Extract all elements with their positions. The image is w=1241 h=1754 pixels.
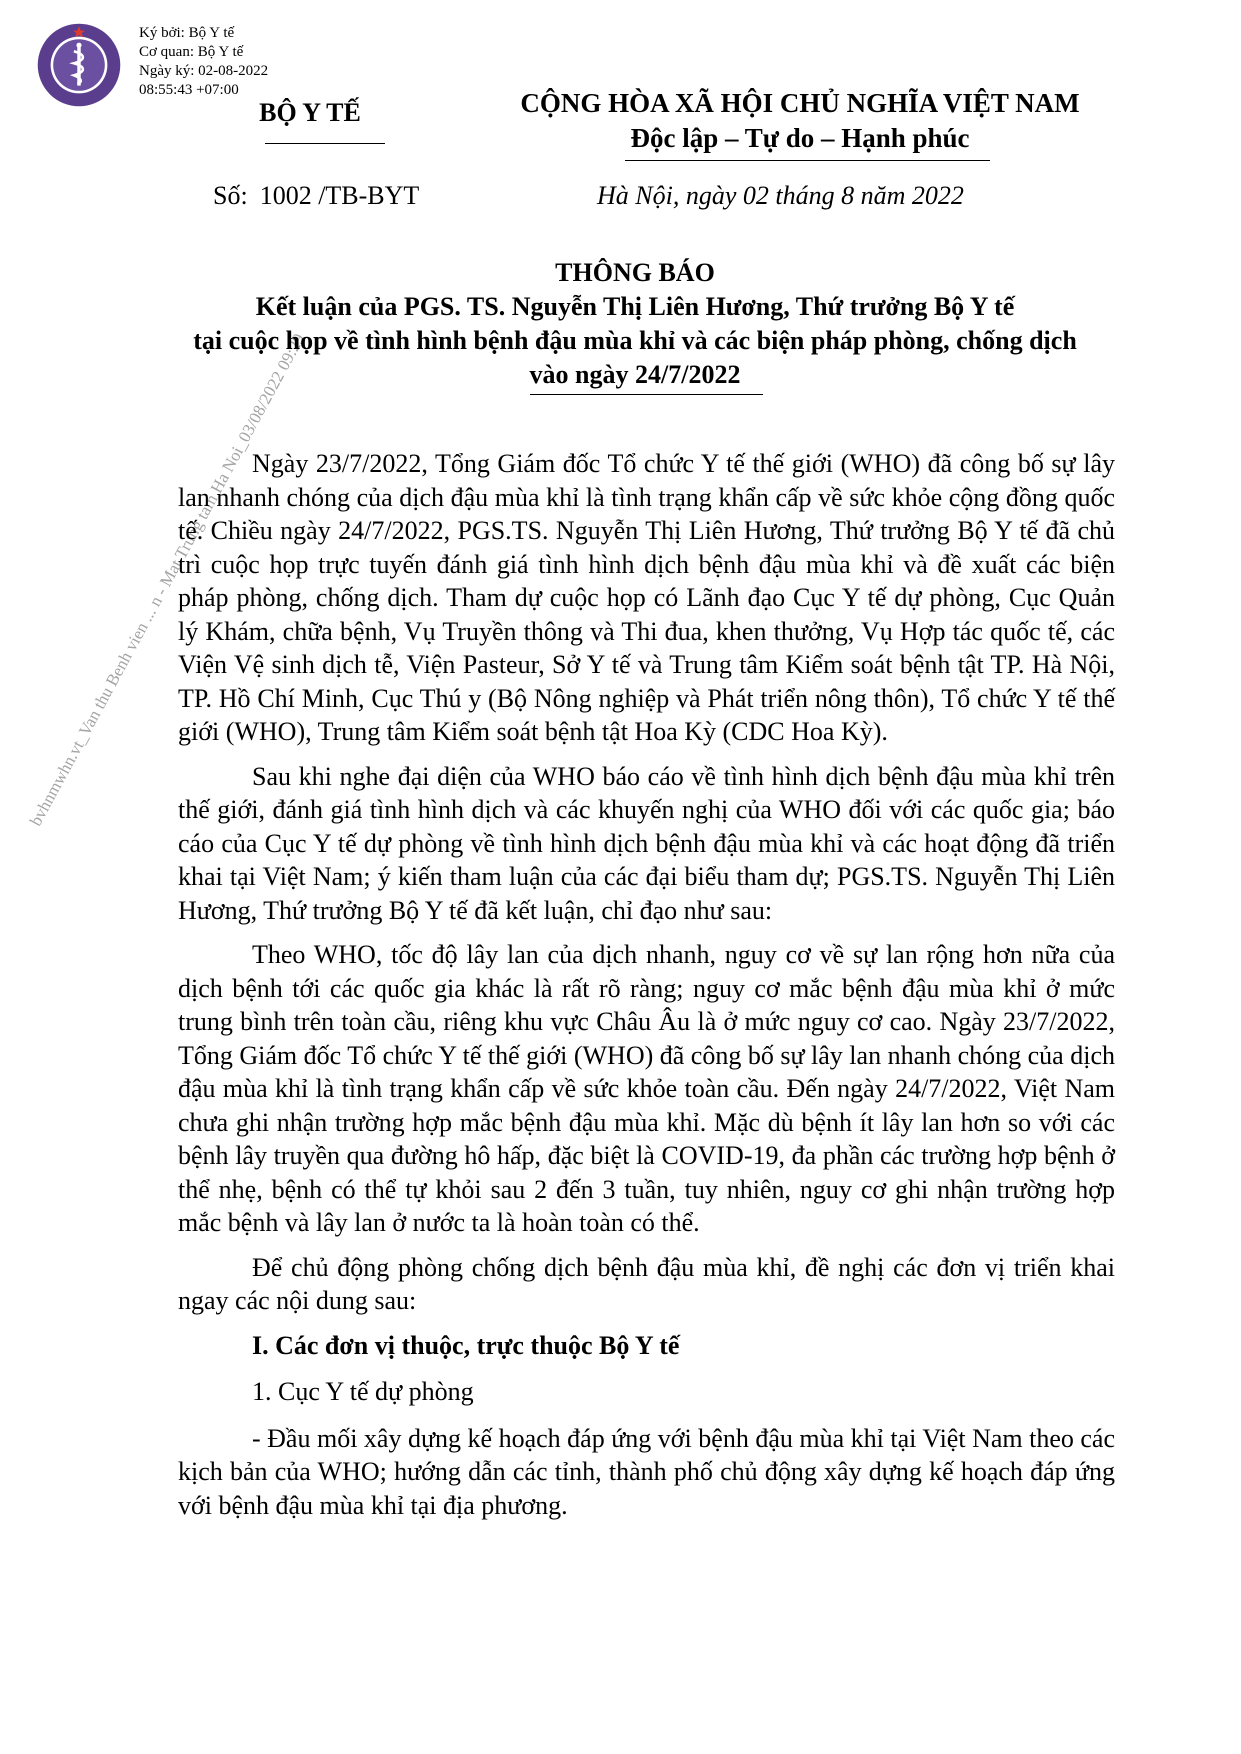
list-item-heading: 1. Cục Y tế dự phòng: [252, 1377, 474, 1406]
title-underline: [530, 394, 763, 395]
ministry-of-health-seal-icon: [36, 22, 122, 108]
document-number: [213, 181, 419, 211]
document-number-value: 1002 /TB-BYT: [259, 181, 420, 210]
national-title: CỘNG HÒA XÃ HỘI CHỦ NGHĨA VIỆT NAM: [520, 88, 1080, 118]
document-title: [150, 256, 1120, 392]
signature-time: 08:55:43 +07:00: [139, 82, 239, 98]
paragraph-3: Theo WHO, tốc độ lây lan của dịch nhanh, nguy cơ về sự lan rộng hơn nữa của dịch bệnh tới các quốc gia khác là rất rõ ràng; nguy cơ mắc bệnh đậu mùa khỉ ở mức trung bình trên toàn cầu, riêng khu vực Châu Âu là ở mức nguy cơ cao. Ngày 23/7/2022, Tổng Giám đốc Tổ chức Y tế thế giới (WHO) đã công bố sự lây lan nhanh chóng của dịch đậu mùa khỉ là tình trạng khẩn cấp về sức khỏe toàn cầu. Đến ngày 24/7/2022, Việt Nam chưa ghi nhận trường hợp mắc bệnh đậu mùa khỉ. Mặc dù bệnh ít lây lan hơn so với các bệnh lây truyền qua đường hô hấp, đặc biệt là COVID-19, đa phần các trường hợp bệnh ở thể nhẹ, bệnh có thể tự khỏi sau 2 đến 3 tuần, tuy nhiên, nguy cơ ghi nhận trường hợp mắc bệnh và lây lan ở nước ta là hoàn toàn có thể.: [178, 940, 1115, 1237]
title-line-4: vào ngày 24/7/2022: [529, 360, 741, 389]
document-watermark: bvhnmwhn.vt_Van thu Benh vien ... n - Mat Trung tam Ha Noi_03/08/2022 09:29: [26, 330, 309, 830]
document-number-label: Số:: [213, 181, 248, 210]
motto-underline: [625, 160, 990, 161]
organization-underline: [265, 143, 385, 144]
place-and-date: Hà Nội, ngày 02 tháng 8 năm 2022: [597, 181, 964, 210]
signature-date: Ngày ký: 02-08-2022: [139, 63, 269, 79]
section-heading: I. Các đơn vị thuộc, trực thuộc Bộ Y tế: [252, 1330, 680, 1360]
national-motto: Độc lập – Tự do – Hạnh phúc: [630, 123, 970, 153]
digital-signature-info: [139, 24, 268, 100]
title-line-1: THÔNG BÁO: [555, 258, 715, 287]
list-item-bullet: - Đầu mối xây dựng kế hoạch đáp ứng với bệnh đậu mùa khỉ tại Việt Nam theo các kịch bản của WHO; hướng dẫn các tỉnh, thành phố chủ động xây dựng kế hoạch đáp ứng với bệnh đậu mùa khỉ tại địa phương.: [178, 1423, 1115, 1520]
title-line-3: tại cuộc họp về tình hình bệnh đậu mùa khỉ và các biện pháp phòng, chống dịch: [193, 326, 1077, 355]
paragraph-2: Sau khi nghe đại diện của WHO báo cáo về tình hình dịch bệnh đậu mùa khỉ trên thế giới, đánh giá tình hình dịch và các khuyến nghị của WHO đối với các quốc gia; báo cáo của Cục Y tế dự phòng về tình hình dịch bệnh đậu mùa khỉ và các hoạt động đã triển khai tại Việt Nam; ý kiến tham luận của các đại biểu tham dự; PGS.TS. Nguyễn Thị Liên Hương, Thứ trưởng Bộ Y tế đã kết luận, chỉ đạo như sau:: [178, 761, 1115, 925]
signature-agency: Cơ quan: Bộ Y tế: [139, 44, 244, 60]
issuing-organization: BỘ Y TẾ: [259, 98, 361, 127]
document-body: [178, 447, 1115, 1533]
title-line-2: Kết luận của PGS. TS. Nguyễn Thị Liên Hương, Thứ trưởng Bộ Y tế: [255, 292, 1015, 321]
paragraph-1: Ngày 23/7/2022, Tổng Giám đốc Tổ chức Y tế thế giới (WHO) đã công bố sự lây lan nhanh chóng của dịch đậu mùa khỉ là tình trạng khẩn cấp về sức khỏe cộng đồng quốc tế. Chiều ngày 24/7/2022, PGS.TS. Nguyễn Thị Liên Hương, Thứ trưởng Bộ Y tế đã chủ trì cuộc họp trực tuyến đánh giá tình hình dịch bệnh đậu mùa khỉ và đề xuất các biện pháp phòng, chống dịch. Tham dự cuộc họp có Lãnh đạo Cục Y tế dự phòng, Cục Quản lý Khám, chữa bệnh, Vụ Truyền thông và Thi đua, khen thưởng, Vụ Hợp tác quốc tế, các Viện Vệ sinh dịch tễ, Viện Pasteur, Sở Y tế và Trung tâm Kiểm soát bệnh tật TP. Hà Nội, TP. Hồ Chí Minh, Cục Thú y (Bộ Nông nghiệp và Phát triển nông thôn), Tổ chức Y tế thế giới (WHO), Trung tâm Kiểm soát bệnh tật Hoa Kỳ (CDC Hoa Kỳ).: [178, 449, 1115, 746]
paragraph-4: Để chủ động phòng chống dịch bệnh đậu mùa khỉ, đề nghị các đơn vị triển khai ngay các nội dung sau:: [178, 1252, 1115, 1315]
signature-signed-by: Ký bởi: Bộ Y tế: [139, 25, 235, 41]
